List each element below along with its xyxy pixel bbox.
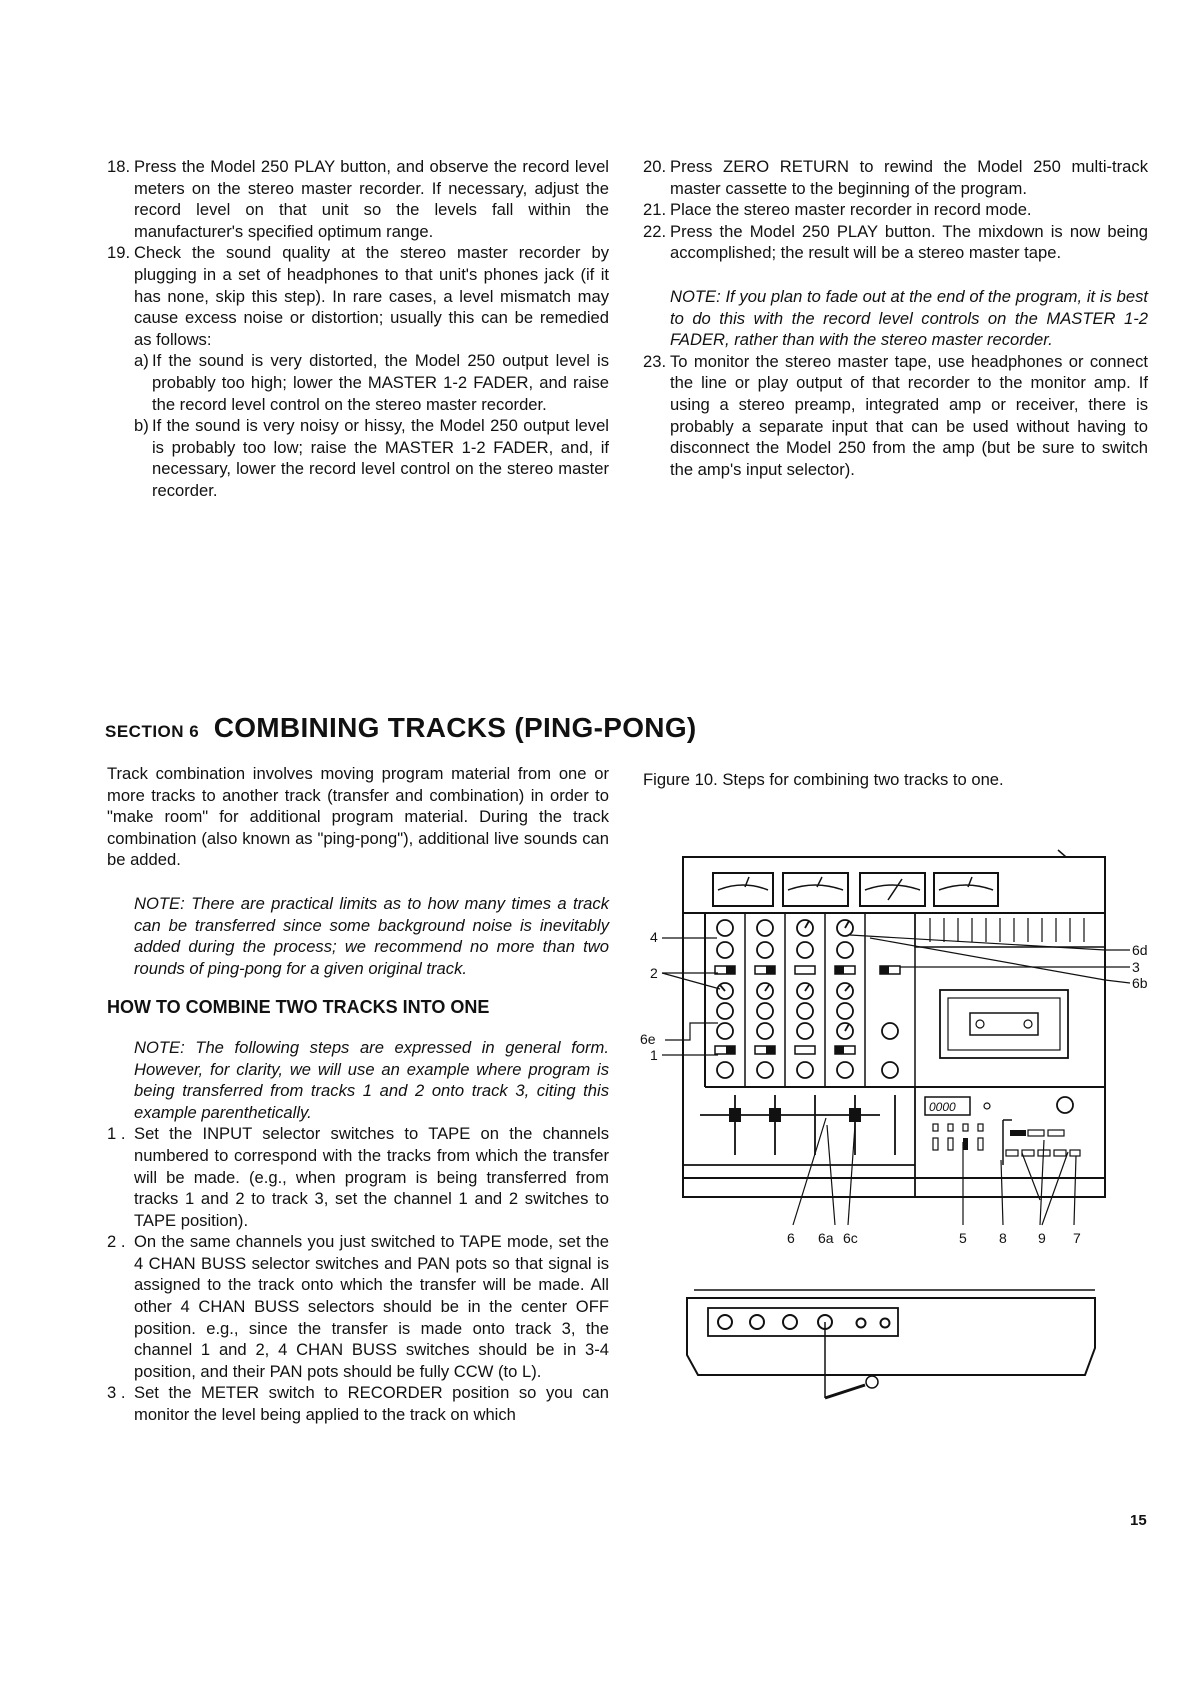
item-number: 20. [643, 157, 667, 176]
item-text: Press the Model 250 PLAY button, and observe the record level meters on the stereo master recorder. If necessary, adjust the record level on that unit so the levels fall within the manufacturer's specified optimum range. [134, 157, 609, 241]
page-number: 15 [1130, 1512, 1147, 1529]
callout-5: 5 [959, 1230, 967, 1246]
callout-1: 1 [650, 1047, 658, 1063]
callout-6a: 6a [818, 1230, 834, 1246]
item-label: b) [134, 416, 149, 436]
note-general-form: NOTE: The following steps are expressed in general form. However, for clarity, we will use an example where program is being transferred from tracks 1 and 2 onto track 3, citing this example parenthetically. [134, 1037, 609, 1122]
step-number: 2 . [107, 1232, 126, 1252]
item-number: 21. [643, 200, 667, 220]
mixer-body [683, 857, 1105, 1197]
figure-caption: Figure 10. Steps for combining two tracks to one. [643, 770, 1004, 789]
item-text: If the sound is very noisy or hissy, the Model 250 output level is probably too low; raise the MASTER 1-2 FADER, and, if necessary, lower the record level control on the stereo master recorder. [152, 416, 609, 500]
callout-2: 2 [650, 965, 658, 981]
step-text: Set the METER switch to RECORDER position so you can monitor the level being applied to the track on which [134, 1383, 609, 1425]
callout-7: 7 [1073, 1230, 1081, 1246]
item-text: To monitor the stereo master tape, use headphones or connect the line or play output of that recorder to the monitor amp. If using a stereo preamp, integrated amp or receiver, there is probably a separate input that can be used without having to disconnect the Model 250 from the amp (but be sure to switch the amp's input selector). [670, 351, 1148, 479]
note-fade-out: NOTE: If you plan to fade out at the end of the program, it is best to do this with the record level controls on the MASTER 1-2 FADER, rather than with the stereo master recorder. [670, 286, 1148, 350]
item-text: Press ZERO RETURN to rewind the Model 250 multi-track master cassette to the beginning of the program. [670, 157, 1148, 198]
step-text: Set the INPUT selector switches to TAPE on the channels numbered to correspond with the tracks from which the transfer will be made. (e.g., when program is being transferred from tracks 1 and 2 to track 3, set the channel 1 and 2 switches to TAPE position). [134, 1124, 609, 1230]
step-number: 3 . [107, 1383, 126, 1403]
callout-3: 3 [1132, 959, 1140, 975]
level-meters [713, 873, 998, 906]
section-title: COMBINING TRACKS (PING-PONG) [213, 712, 697, 743]
item-text: If the sound is very distorted, the Model 250 output level is probably too high; lower the MASTER 1-2 FADER, and raise the record level control on the stereo master recorder. [152, 351, 609, 414]
item-text: Press the Model 250 PLAY button. The mixdown is now being accomplished; the result will be a stereo master tape. [670, 221, 1148, 263]
cassette-bay [940, 990, 1068, 1058]
callout-9: 9 [1038, 1230, 1046, 1246]
transport-buttons [933, 1124, 1080, 1156]
callout-8: 8 [999, 1230, 1007, 1246]
note-practical-limits: NOTE: There are practical limits as to how many times a track can be transferred since some background noise is inevitably added during the process; we recommend no more than two rounds of ping-pong for a given original track. [134, 893, 609, 978]
callout-6d: 6d [1132, 942, 1148, 958]
callout-4: 4 [650, 929, 658, 945]
item-number: 18. [107, 157, 131, 176]
item-label: a) [134, 351, 149, 371]
item-number: 19. [107, 243, 131, 263]
step-text: On the same channels you just switched to TAPE mode, set the 4 CHAN BUSS selector switches and PAN pots so that signal is assigned to the track onto which the transfer will be made. All other 4 CHAN BUSS selectors should be in the center OFF position. e.g., since the transfer is made onto track 3, the channel 1 and 2, 4 CHAN BUSS switches should be in 3-4 position, and their PAN pots should be fully CCW (to L). [134, 1232, 609, 1381]
callout-6c: 6c [843, 1230, 858, 1246]
buss-switches [715, 966, 900, 1054]
front-panel [687, 1290, 1095, 1398]
callout-6b: 6b [1132, 975, 1148, 991]
item-number: 23. [643, 351, 667, 371]
callout-6e: 6e [640, 1031, 656, 1047]
item-text: Check the sound quality at the stereo master recorder by plugging in a set of headphones to that unit's phones jack (if it has none, skip this step). In rare cases, a level mismatch may cause excess noise or distortion; usually this can be remedied as follows: [134, 243, 609, 349]
intro-paragraph: Track combination involves moving program material from one or more tracks to another track (transfer and combination) in order to "make room" for additional program material. During the track combination (also known as "ping-pong"), additional live sounds can be added. [107, 764, 609, 870]
item-text: Place the stereo master recorder in record mode. [670, 200, 1032, 220]
section-label: SECTION 6 [105, 722, 200, 741]
counter-readout: 0000 [929, 1100, 956, 1114]
step-number: 1 . [107, 1124, 126, 1144]
item-number: 22. [643, 221, 667, 241]
channel-faders [683, 1087, 915, 1197]
callout-lines [662, 935, 1105, 1225]
subheading: HOW TO COMBINE TWO TRACKS INTO ONE [107, 997, 490, 1018]
callout-6: 6 [787, 1230, 795, 1246]
